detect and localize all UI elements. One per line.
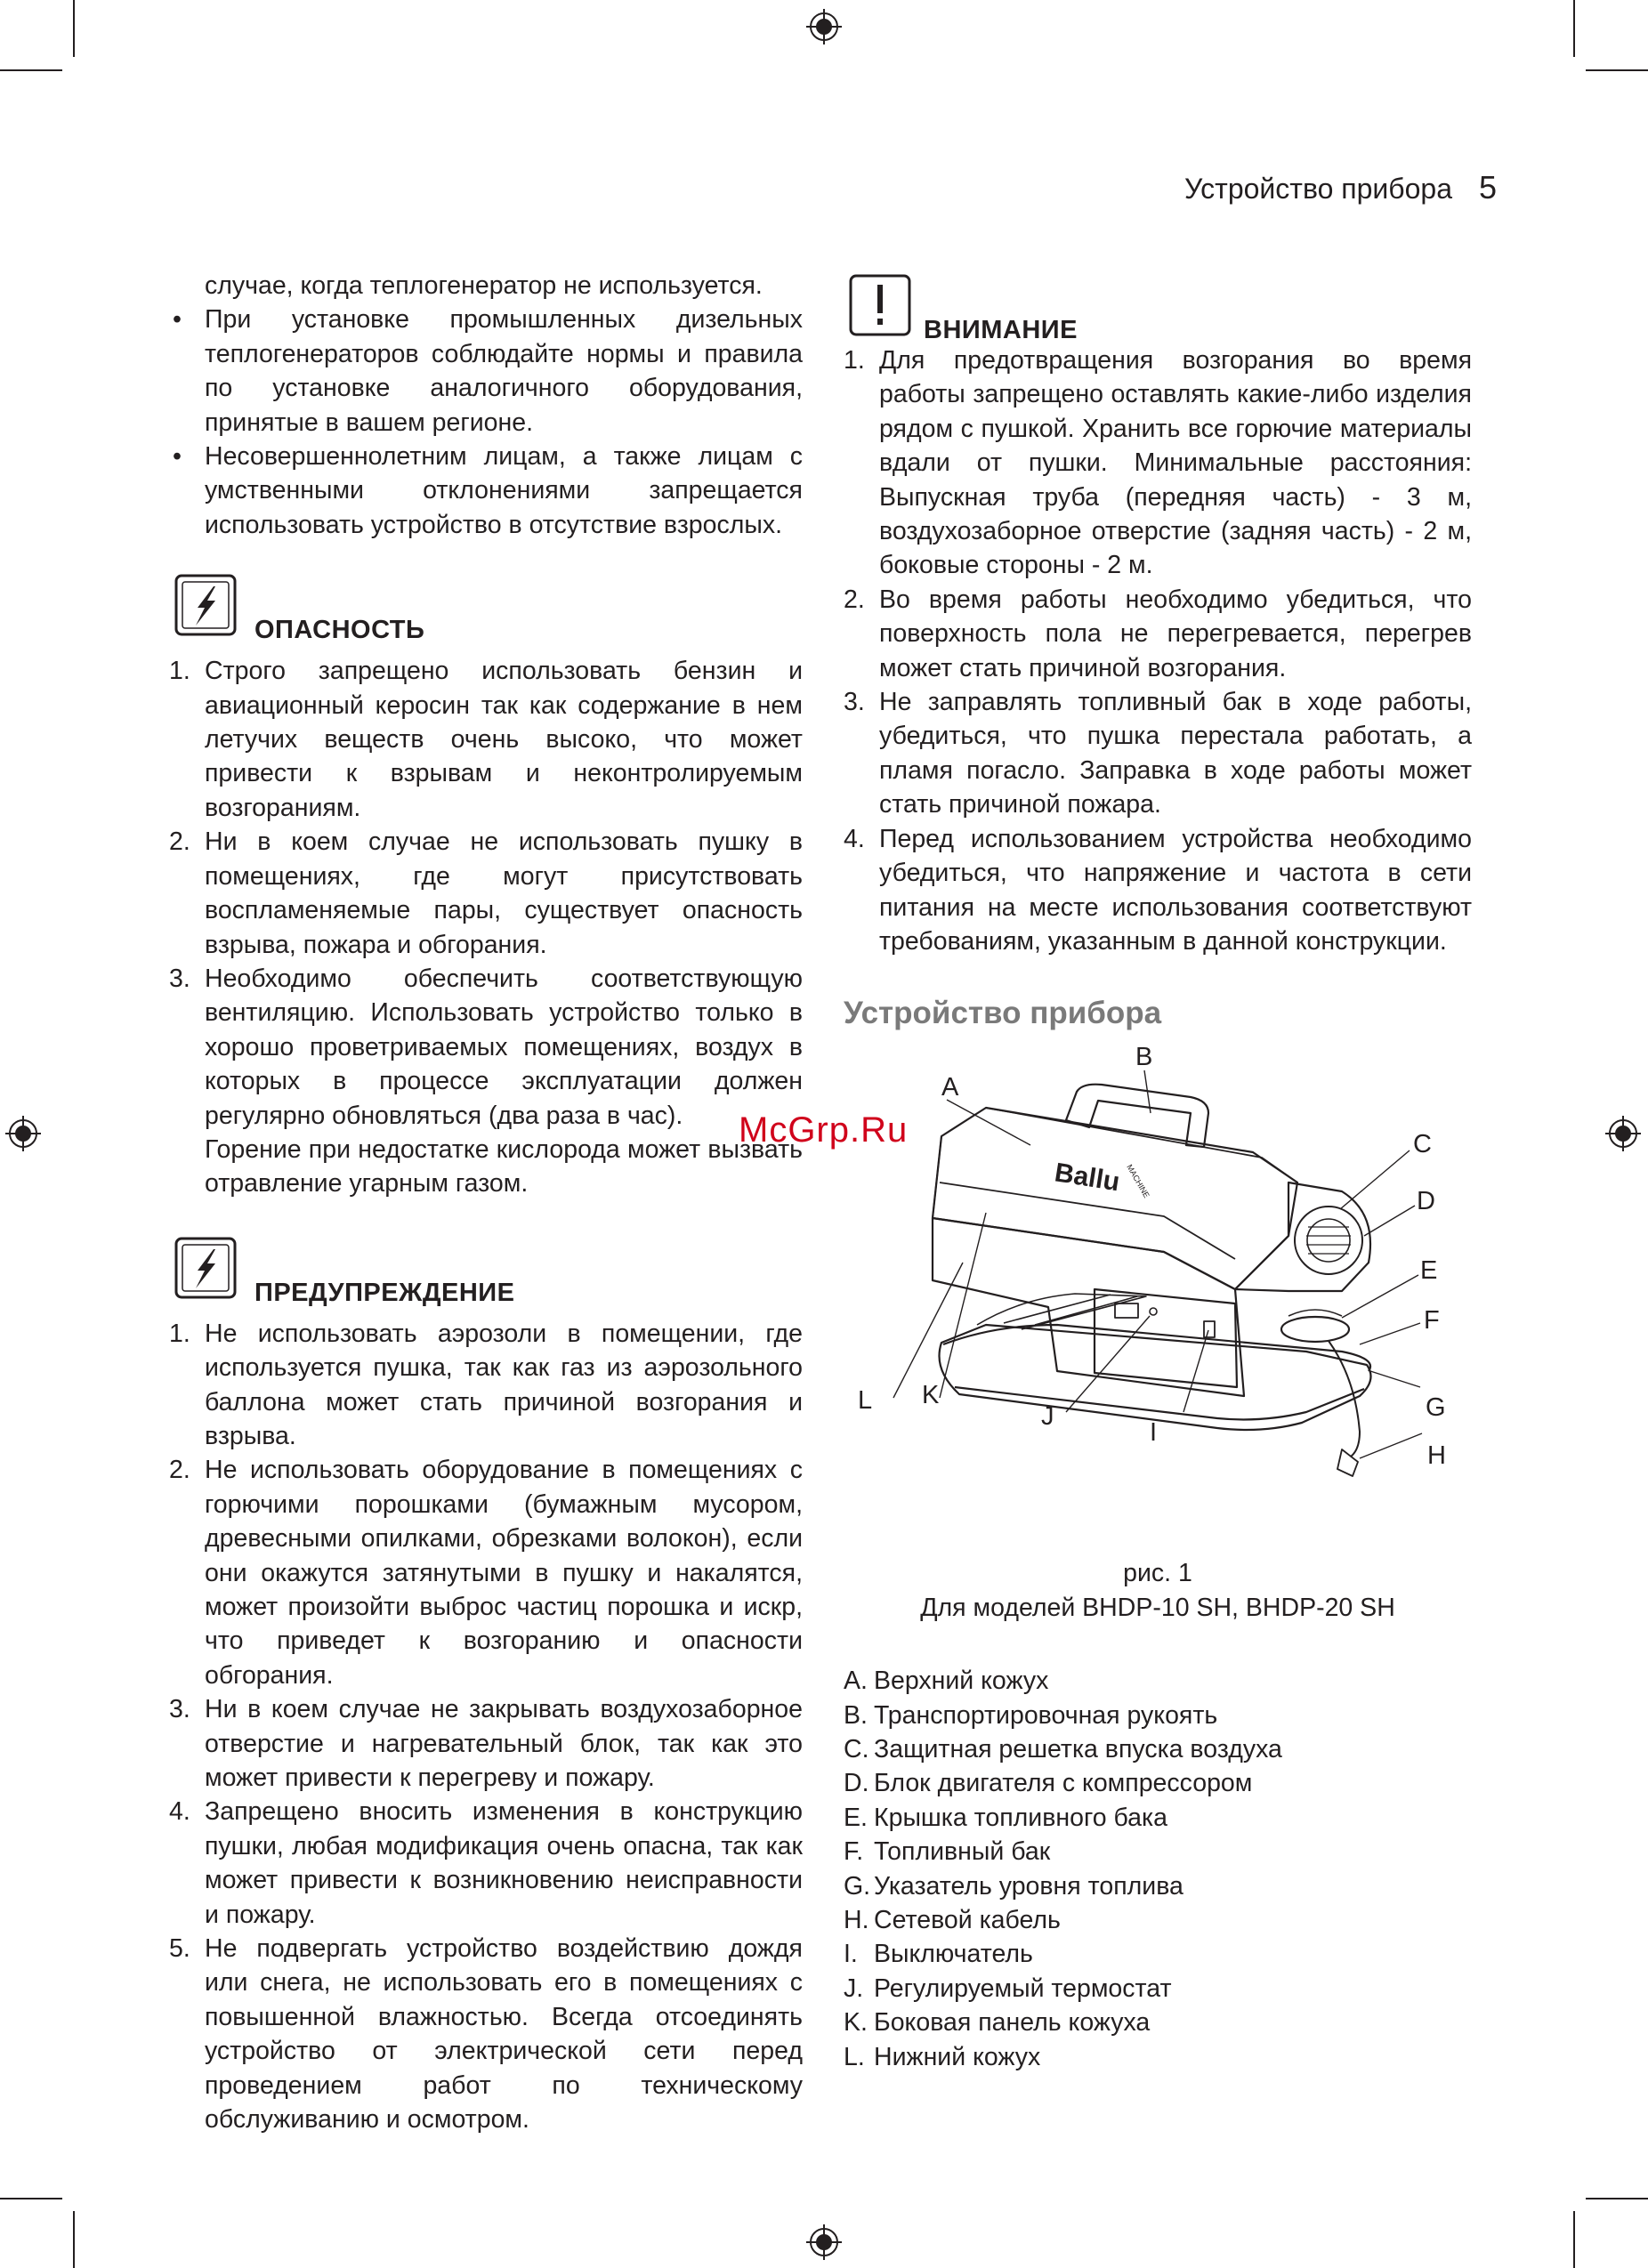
running-header — [1068, 169, 1497, 206]
item-number: 2. — [169, 1456, 190, 1485]
part-letter: B. — [844, 1700, 868, 1730]
item-text: Перед использованием устройства необходимо убедиться, что напряжение и частота в сети питания на месте использования соответствуют требованиям, указанным в данной конструкции. — [879, 824, 1472, 956]
part-item — [844, 1766, 1472, 1800]
item-number: 1. — [844, 346, 865, 375]
item-text: Не использовать оборудование в помещениях с горючими порошками (бумажным мусором, древесными опилками, обрезками волокон), если они окажутся затянутыми в пушку и накалятся, может произойти выброс частиц порошка и искр, что приведет к возгоранию и опасности обгорания. — [205, 1456, 803, 1690]
left-column — [169, 269, 803, 2137]
figure-label-g: G — [1426, 1393, 1446, 1423]
heater-figure — [844, 1043, 1472, 1556]
registration-mark-icon — [5, 1116, 41, 1151]
item-number: 3. — [169, 964, 190, 993]
figure-label-h: H — [1427, 1441, 1446, 1471]
part-letter: K. — [844, 2008, 868, 2038]
danger-title: ОПАСНОСТЬ — [254, 616, 425, 645]
figure-label-l: L — [858, 1386, 873, 1416]
list-item — [169, 1932, 803, 2136]
part-item — [844, 1835, 1472, 1868]
thermostat-display — [1115, 1303, 1138, 1318]
lightning-warning-icon — [174, 574, 237, 636]
item-number: 4. — [169, 1797, 190, 1827]
item-number: 4. — [844, 824, 865, 853]
part-letter: H. — [844, 1905, 869, 1934]
list-item — [169, 1317, 803, 1454]
part-letter: G. — [844, 1871, 871, 1901]
continued-paragraph: случае, когда теплогенератор не используется. — [205, 271, 763, 300]
item-number: 1. — [169, 657, 190, 686]
part-name: Крышка топливного бака — [874, 1803, 1167, 1832]
section-title: Устройство прибора — [844, 996, 1162, 1031]
registration-mark-icon — [1605, 1116, 1641, 1151]
item-text: Не подвергать устройство воздействию дождя или снега, не использовать его в помещениях с повышенной влажностью. Всегда отсоединять устройство от электрической сети перед проведением работ по техническому обслуживанию и осмотром. — [205, 1934, 803, 2135]
part-item — [844, 1972, 1472, 2006]
part-letter: E. — [844, 1803, 868, 1832]
list-item — [169, 825, 803, 962]
attention-list — [844, 343, 1472, 958]
leader-line-a — [947, 1100, 1030, 1145]
figure-label-i: I — [1150, 1418, 1158, 1448]
item-text: Строго запрещено использовать бензин и авиационный керосин так как содержание в нем летучих веществ очень высоко, что может привести к взрывам и неконтролируемым возгораниям. — [205, 657, 803, 822]
part-item — [844, 2006, 1472, 2039]
power-switch — [1204, 1321, 1215, 1337]
part-letter: D. — [844, 1769, 869, 1798]
bullet-item: • При установке промышленных дизельных теплогенераторов соблюдайте нормы и правила по установке аналогичного оборудования, принятые в вашем регионе. — [169, 303, 803, 440]
item-text: Во время работы необходимо убедиться, что поверхность пола не перегревается, перегрев может стать причиной возгорания. — [879, 585, 1472, 682]
part-item — [844, 1699, 1472, 1732]
item-text: Необходимо обеспечить соответствующую вентиляцию. Использовать устройство только в хорошо проветриваемых помещениях, воздух в которых в процессе эксплуатации должен регулярно обновляться (два раза в час). — [205, 964, 803, 1130]
crop-mark — [1586, 69, 1648, 71]
lightning-warning-icon — [174, 1237, 237, 1299]
air-intake-grille-bars — [1306, 1227, 1351, 1254]
header-section-title: Устройство прибора — [1183, 173, 1452, 205]
list-item — [844, 343, 1472, 583]
exclamation-icon — [849, 274, 911, 336]
brand-logo-sub: MACHINE — [1125, 1163, 1151, 1200]
transport-handle — [1066, 1085, 1208, 1147]
part-letter: L. — [844, 2042, 865, 2071]
part-letter: J. — [844, 1973, 864, 2003]
leader-line-g — [1370, 1371, 1420, 1387]
leader-line-f — [1360, 1323, 1420, 1344]
list-item — [169, 654, 803, 825]
part-name: Боковая панель кожуха — [874, 2008, 1151, 2038]
air-intake-grille — [1295, 1207, 1362, 1274]
crop-mark — [73, 0, 75, 57]
item-number: 2. — [169, 827, 190, 857]
item-text: Ни в коем случае не закрывать воздухозаборное отверстие и нагревательный блок, так как это может привести к перегреву и пожару. — [205, 1695, 803, 1793]
figure-label-b: B — [1135, 1043, 1153, 1072]
warning-heading — [169, 1237, 803, 1317]
figure-label-c: C — [1413, 1130, 1432, 1159]
item-number: 3. — [169, 1695, 190, 1724]
part-name: Верхний кожух — [874, 1667, 1049, 1696]
list-item — [169, 1453, 803, 1692]
fuel-tank-cap — [1281, 1317, 1349, 1342]
tank-ribs — [977, 1294, 1146, 1329]
figure-caption — [844, 1556, 1472, 1625]
list-item — [169, 1795, 803, 1932]
watermark-text: McGrp.Ru — [739, 1110, 909, 1150]
attention-heading — [844, 274, 1472, 354]
page-number: 5 — [1478, 169, 1497, 206]
air-intake-grille-inner — [1307, 1219, 1350, 1262]
upper-housing — [933, 1108, 1297, 1289]
part-letter: C. — [844, 1734, 869, 1764]
warning-list — [169, 1317, 803, 2137]
figure-caption-number: рис. 1 — [1123, 1559, 1192, 1588]
part-name: Сетевой кабель — [874, 1905, 1061, 1934]
part-letter: F. — [844, 1837, 864, 1867]
leader-line-k — [940, 1213, 986, 1398]
bullet-item: • Несовершеннолетним лицам, а также лицам с умственными отклонениями запрещается использовать устройство в отсутствие взрослых. — [169, 440, 803, 542]
danger-list — [169, 654, 803, 1133]
figure-label-d: D — [1417, 1187, 1435, 1216]
part-name: Регулируемый термостат — [874, 1973, 1172, 2003]
danger-heading — [169, 574, 803, 654]
warning-title: ПРЕДУПРЕЖДЕНИЕ — [254, 1278, 515, 1307]
figure-label-e: E — [1420, 1256, 1438, 1286]
registration-mark-icon — [806, 2224, 842, 2260]
item-text: Ни в коем случае не использовать пушку в помещениях, где могут присутствовать воспламеняемые пары, существует опасность взрыва, пожара и обгорания. — [205, 827, 803, 959]
item-number: 2. — [844, 585, 865, 614]
bullet-list — [169, 303, 803, 542]
crop-mark — [1573, 2211, 1575, 2268]
part-name: Нижний кожух — [874, 2042, 1041, 2071]
item-number: 3. — [844, 688, 865, 717]
part-name: Топливный бак — [874, 1837, 1051, 1867]
item-text: Не заправлять топливный бак в ходе работы, убедиться, что пушка перестала работать, а пламя погасло. Заправка в ходе работы может стать причиной пожара. — [879, 688, 1472, 819]
list-item — [844, 822, 1472, 959]
item-text: Запрещено вносить изменения в конструкцию пушки, любая модификация очень опасна, так как может привести к возникновению неисправности и пожару. — [205, 1797, 803, 1929]
figure-label-j: J — [1041, 1402, 1054, 1432]
right-column — [844, 269, 1472, 2074]
attention-title: ВНИМАНИЕ — [924, 316, 1078, 344]
fuel-tank-cap-top — [1289, 1310, 1342, 1316]
crop-mark — [0, 2198, 62, 2199]
list-item — [169, 962, 803, 1133]
part-letter: A. — [844, 1667, 868, 1696]
thermostat-knob — [1150, 1308, 1157, 1315]
part-name: Блок двигателя с компрессором — [874, 1769, 1253, 1798]
parts-list — [844, 1664, 1472, 2074]
brand-logo: Ballu — [1052, 1158, 1122, 1198]
heater-diagram — [844, 1058, 1472, 1556]
part-name: Защитная решетка впуска воздуха — [874, 1734, 1282, 1764]
figure-label-a: A — [941, 1073, 959, 1102]
danger-extra-note: Горение при недостатке кислорода может вызвать отравление угарным газом. — [205, 1134, 803, 1199]
item-number: 1. — [169, 1319, 190, 1348]
part-item — [844, 1664, 1472, 1698]
item-text: Не использовать аэрозоли в помещении, где используется пушка, так как газ из аэрозольного баллона может стать причиной возгорания и взрыва. — [205, 1319, 803, 1450]
figure-label-k: K — [922, 1381, 940, 1410]
part-item — [844, 1937, 1472, 1971]
crop-mark — [1573, 0, 1575, 57]
crop-mark — [0, 69, 62, 71]
leader-line-h — [1360, 1433, 1422, 1458]
part-item — [844, 1903, 1472, 1937]
figure-caption-models: Для моделей BHDP-10 SH, BHDP-20 SH — [920, 1593, 1395, 1622]
registration-mark-icon — [806, 9, 842, 44]
part-item — [844, 1869, 1472, 1903]
part-name: Указатель уровня топлива — [874, 1871, 1183, 1901]
part-item — [844, 2040, 1472, 2074]
item-number: 5. — [169, 1934, 190, 1964]
leader-line-c — [1340, 1150, 1410, 1209]
part-item — [844, 1732, 1472, 1766]
part-name: Выключатель — [874, 1940, 1033, 1969]
part-letter: I. — [844, 1940, 858, 1969]
fuel-tank-lower-edge — [955, 1387, 1364, 1419]
crop-mark — [73, 2211, 75, 2268]
item-text: Для предотвращения возгорания во время работы запрещено оставлять какие-либо изделия рядом с пушкой. Хранить все горючие материалы вдали от пушки. Минимальные расстояния: Выпускная труба (передняя часть) - 3 м, воздухозаборное отверстие (задняя часть) - 2 м, боковые стороны - 2 м. — [879, 346, 1472, 580]
leader-line-e — [1342, 1275, 1418, 1318]
leader-line-l — [893, 1263, 963, 1398]
fuel-tank-rim — [943, 1325, 1370, 1371]
part-name: Транспортировочная рукоять — [874, 1700, 1218, 1730]
crop-mark — [1586, 2198, 1648, 2199]
list-item — [844, 685, 1472, 822]
part-item — [844, 1801, 1472, 1835]
leader-line-d — [1364, 1206, 1415, 1236]
lower-housing — [933, 1218, 1244, 1396]
list-item — [169, 1692, 803, 1795]
list-item — [844, 583, 1472, 685]
figure-label-f: F — [1424, 1306, 1440, 1336]
upper-housing-edge — [933, 1108, 1297, 1218]
